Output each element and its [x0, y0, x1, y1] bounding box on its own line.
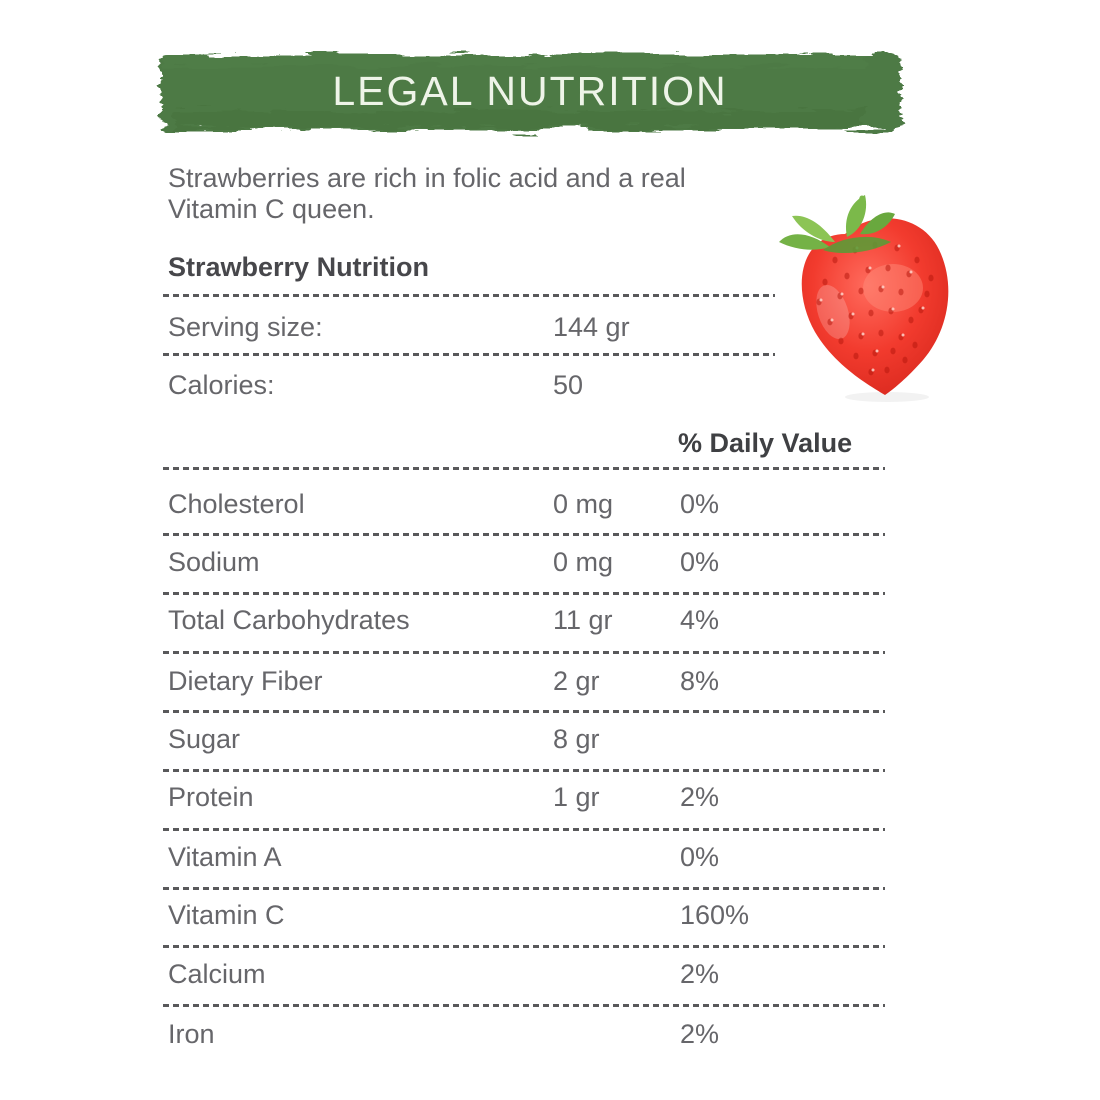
table-row-sodium — [0, 547, 1100, 577]
table-row-iron — [0, 1019, 1100, 1049]
dashed-divider — [163, 769, 885, 772]
table-row-calcium — [0, 959, 1100, 989]
row-percent: 0% — [680, 547, 720, 577]
banner — [145, 40, 915, 146]
dashed-divider — [163, 887, 885, 890]
table-row-vitamin-c — [0, 900, 1100, 930]
table-row-sugar — [0, 724, 1100, 754]
row-label: Calcium — [168, 959, 266, 989]
dashed-divider — [163, 710, 885, 713]
intro-text — [168, 163, 686, 225]
table-row-vitamin-a — [0, 842, 1100, 872]
strawberry-image — [775, 190, 971, 404]
row-amount: 8 gr — [553, 724, 600, 754]
table-row-cholesterol — [0, 489, 1100, 519]
row-amount: 50 — [553, 370, 584, 400]
row-label: Serving size: — [168, 312, 323, 342]
intro-line-2: Vitamin C queen. — [168, 194, 375, 224]
table-row-total-carbohydrates — [0, 605, 1100, 635]
row-amount: 11 gr — [553, 605, 613, 635]
section-heading: Strawberry Nutrition — [168, 252, 430, 282]
row-percent: 0% — [680, 489, 720, 519]
row-label: Calories: — [168, 370, 275, 400]
row-label: Dietary Fiber — [168, 666, 323, 696]
row-label: Vitamin A — [168, 842, 282, 872]
row-amount: 144 gr — [553, 312, 630, 342]
intro-line-1: Strawberries are rich in folic acid and a real — [168, 163, 686, 193]
table-row-dietary-fiber — [0, 666, 1100, 696]
row-percent: 2% — [680, 782, 720, 812]
row-label: Sodium — [168, 547, 260, 577]
dashed-divider — [163, 651, 885, 654]
row-label: Iron — [168, 1019, 215, 1049]
row-label: Cholesterol — [168, 489, 305, 519]
row-label: Protein — [168, 782, 254, 812]
dashed-divider — [163, 945, 885, 948]
row-amount: 0 mg — [553, 547, 614, 577]
daily-value-header: % Daily Value — [678, 428, 853, 458]
row-amount: 2 gr — [553, 666, 600, 696]
row-percent: 0% — [680, 842, 720, 872]
row-percent: 2% — [680, 959, 720, 989]
row-percent: 2% — [680, 1019, 720, 1049]
row-percent: 8% — [680, 666, 720, 696]
dashed-divider — [163, 1004, 885, 1007]
row-amount: 0 mg — [553, 489, 614, 519]
table-row-protein — [0, 782, 1100, 812]
row-amount: 1 gr — [553, 782, 600, 812]
dashed-divider — [163, 828, 885, 831]
dashed-divider — [163, 467, 885, 470]
dashed-divider — [163, 533, 885, 536]
row-percent: 4% — [680, 605, 720, 635]
row-label: Total Carbohydrates — [168, 605, 410, 635]
strawberry-icon — [775, 190, 971, 404]
dashed-divider — [163, 592, 885, 595]
row-label: Vitamin C — [168, 900, 285, 930]
row-label: Sugar — [168, 724, 241, 754]
row-percent: 160% — [680, 900, 750, 930]
page-title: LEGAL NUTRITION — [332, 67, 728, 114]
